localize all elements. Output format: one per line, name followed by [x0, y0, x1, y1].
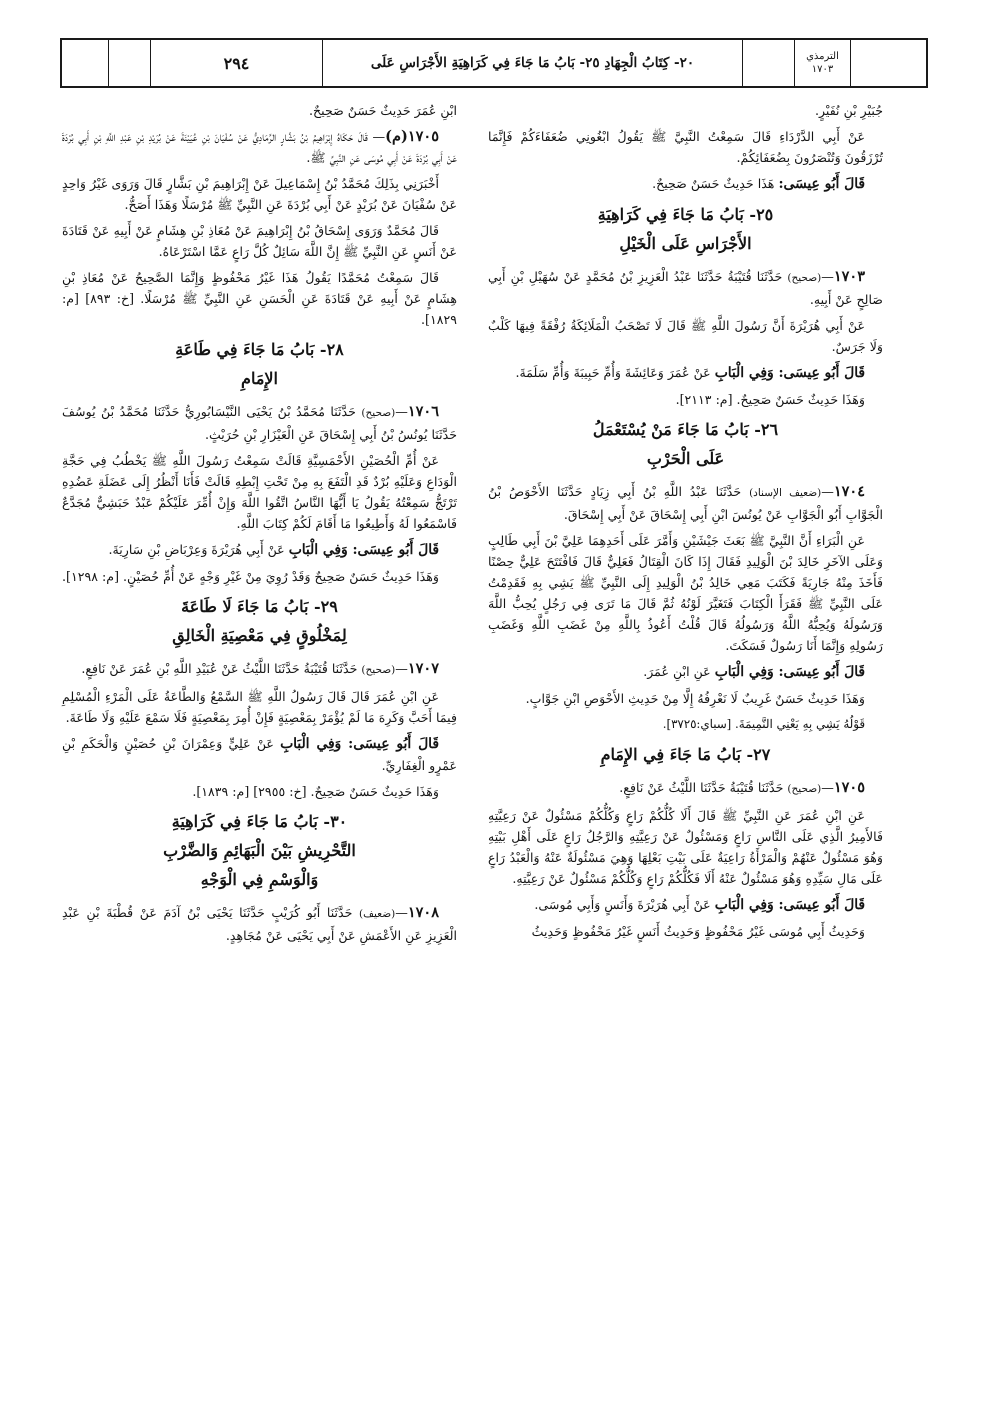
header-empty-cell — [850, 40, 926, 86]
hadith-number: ١٧٠٥ — [833, 779, 865, 796]
abu-isa-comment — [488, 362, 883, 384]
hadith-1705m: ١٧٠٥(م)— قَالَ حَكَاهُ إِبْرَاهِيمُ بْنُ بَشَّارٍ الرَّمَادِيُّ عَنْ سُفْيَانَ بْنِ عُيَيْنَةَ عَنْ بُرَيْدِ بْنِ عَبْدِ اللَّهِ بْنِ أَبِي بُرْدَةَ عَنْ أَبِي بُرْدَةَ عَنْ أَبِي مُوسَى عَنِ النَّبِيِّ ﷺ. — [62, 128, 457, 165]
abu-isa-comment — [488, 661, 883, 683]
abu-isa-said: قَالَ أَبُو عِيسَى: وَفِي الْبَابِ — [714, 664, 865, 680]
hadith-1704: ١٧٠٤—(ضعيف الإسناد) حَدَّثَنَا عَبْدُ اللَّهِ بْنُ أَبِي زِيَادٍ حَدَّثَنَا الأَحْوَصُ بْنُ الْجَوَّابِ أَبُو الْجَوَّابِ عَنْ يُونُسَ ابْنِ أَبِي إِسْحَاقَ عَنْ أَبِي إِسْحَاقَ. — [488, 483, 883, 522]
comment-text: عَنْ عَلِيٍّ وَعِمْرَانَ بْنِ حُصَيْنٍ وَالْحَكَمِ بْنِ عَمْرٍو الْغِفَارِيِّ. — [62, 736, 457, 773]
chapter-heading-line: ٢٥- بَابُ مَا جَاءَ فِي كَرَاهِيَةِ — [597, 205, 774, 224]
hadith-1708: ١٧٠٨—(ضعيف) حَدَّثَنَا أَبُو كُرَيْبٍ حَدَّثَنَا يَحْيَى بْنُ آدَمَ عَنْ قُطْبَةَ بْنِ عَبْدِ الْعَزِيزِ عَنِ الأَعْمَشِ عَنْ أَبِي يَحْيَى عَنْ مُجَاهِدٍ. — [62, 904, 457, 943]
hadith-grade: (صحيح) — [787, 272, 822, 284]
chapter-heading-line: عَلَى الْحَرْبِ — [646, 449, 725, 468]
hadith-number: ١٧٠٧ — [407, 660, 439, 677]
hadith-matn: عَنِ الْبَرَاءِ أَنَّ النَّبِيَّ ﷺ بَعَثَ جَيْشَيْنِ وَأَمَّرَ عَلَى أَحَدِهِمَا عَلِيَّ بْنَ أَبِي طَالِبٍ وَعَلَى الآخَرِ خَالِدَ بْنَ الْوَلِيدِ فَقَالَ إِذَا كَانَ الْقِتَالُ فَعَلِيٌّ قَالَ فَافْتَتَحَ عَلِيٌّ حِصْنًا فَأَخَذَ مِنْهُ جَارِيَةً فَكَتَبَ مَعِي خَالِدُ بْنُ الْوَلِيدِ إِلَى النَّبِيِّ ﷺ يَشِي بِهِ فَقَدِمْتُ عَلَى النَّبِيِّ ﷺ فَقَرَأَ الْكِتَابَ فَتَغَيَّرَ لَوْنُهُ ثُمَّ قَالَ مَا تَرَى فِي رَجُلٍ يُحِبُّ اللَّهَ وَرَسُولَهُ وَيُحِبُّهُ اللَّهُ وَرَسُولُهُ قَالَ قُلْتُ أَعُوذُ بِاللَّهِ مِنْ غَضَبِ اللَّهِ وَغَضَبِ رَسُولِهِ وَإِنَّمَا أَنَا رَسُولٌ فَسَكَتَ. — [488, 533, 883, 653]
abu-isa-comment — [62, 539, 457, 561]
chapter-heading-line: ٢٧- بَابُ مَا جَاءَ فِي الإِمَامِ — [600, 745, 771, 764]
hadith-isnad: حَدَّثَنَا عَبْدُ اللَّهِ بْنُ أَبِي زِيَادٍ حَدَّثَنَا الأَحْوَصُ بْنُ الْجَوَّابِ أَبُو الْجَوَّابِ عَنْ يُونُسَ ابْنِ أَبِي إِسْحَاقَ عَنْ أَبِي إِسْحَاقَ. — [488, 484, 883, 522]
hadith-number: ١٧٠٨ — [407, 904, 439, 921]
paragraph: أَخْبَرَنِي بِذَلِكَ مُحَمَّدُ بْنُ إِسْمَاعِيلَ عَنْ إِبْرَاهِيمَ بْنِ بَشَّارٍ قَالَ وَرَوَى غَيْرُ وَاحِدٍ عَنْ سُفْيَانَ عَنْ بُرَيْدٍ عَنْ أَبِي بُرْدَةَ عَنِ النَّبِيِّ ﷺ مُرْسَلًا وَهَذَا أَصَحُّ. — [62, 176, 457, 212]
hadith-isnad: حَدَّثَنَا مُحَمَّدُ بْنُ يَحْيَى النَّيْسَابُورِيُّ حَدَّثَنَا مُحَمَّدُ بْنُ يُوسُفَ حَدَّثَنَا يُونُسُ بْنُ أَبِي إِسْحَاقَ عَنِ الْعَيْزَارِ بْنِ حُرَيْثٍ. — [62, 404, 457, 442]
hadith-number: ١٧٠٦ — [407, 403, 439, 420]
chapter-heading-line: ٢٩- بَابُ مَا جَاءَ لَا طَاعَةَ — [181, 597, 338, 616]
hadith-1705: ١٧٠٥—(صحيح) حَدَّثَنَا قُتَيْبَةُ حَدَّثَنَا اللَّيْثُ عَنْ نَافِعٍ. — [619, 779, 865, 796]
paragraph: قَالَ سَمِعْتُ مُحَمَّدًا يَقُولُ هَذَا غَيْرُ مَحْفُوظٍ وَإِنَّمَا الصَّحِيحُ عَنْ مُعَاذِ بْنِ هِشَامٍ عَنْ أَبِيهِ عَنْ قَتَادَةَ عَنِ الْحَسَنِ عَنِ النَّبِيِّ ﷺ مُرْسَلًا. [خ: ٨٩٣] [م: ١٨٢٩]. — [62, 270, 457, 327]
paragraph: وَحَدِيثُ أَبِي مُوسَى غَيْرُ مَحْفُوظٍ وَحَدِيثُ أَنَسٍ غَيْرُ مَحْفُوظٍ وَحَدِيثُ — [531, 924, 865, 939]
paragraph: جُبَيْرِ بْنِ نُفَيْرٍ. — [814, 103, 883, 118]
hadith-isnad: حَدَّثَنَا قُتَيْبَةُ حَدَّثَنَا اللَّيْثُ عَنْ نَافِعٍ. — [619, 780, 784, 795]
comment-text: عَنْ عُمَرَ وَعَائِشَةَ وَأُمِّ حَبِيبَةَ وَأُمِّ سَلَمَةَ. — [515, 365, 711, 380]
running-title: ٢٠- كِتَابُ الْجِهَادِ ٢٥- بَابُ مَا جَاءَ فِي كَرَاهِيَةِ الأَجْرَاسِ عَلَى — [322, 40, 742, 86]
hadith-range: ١٧٠٣ — [811, 64, 834, 75]
abu-isa-said: قَالَ أَبُو عِيسَى: وَفِي الْبَابِ — [714, 897, 865, 913]
chapter-heading — [62, 807, 457, 894]
right-column — [488, 100, 883, 947]
paragraph: وَهَذَا حَدِيثٌ حَسَنٌ صَحِيحٌ وَقَدْ رُوِيَ مِنْ غَيْرِ وَجْهٍ عَنْ أُمِّ حُصَيْنٍ. [م: ١٢٩٨]. — [62, 569, 439, 584]
left-column — [62, 100, 457, 951]
chapter-heading-line: الإِمَامِ — [241, 369, 278, 388]
book-label: الترمذي — [806, 51, 839, 62]
hadith-grade: (ضعيف) — [359, 908, 396, 920]
paragraph: وَهَذَا حَدِيثٌ حَسَنٌ غَرِيبٌ لَا نَعْرِفُهُ إِلَّا مِنْ حَدِيثِ الأَحْوَصِ ابْنِ جَوَّابٍ. — [525, 691, 865, 706]
hadith-1703: ١٧٠٣—(صحيح) حَدَّثَنَا قُتَيْبَةُ حَدَّثَنَا عَبْدُ الْعَزِيزِ بْنُ مُحَمَّدٍ عَنْ سُهَيْلِ بْنِ أَبِي صَالِحٍ عَنْ أَبِيهِ. — [488, 268, 883, 307]
hadith-1706: ١٧٠٦—(صحيح) حَدَّثَنَا مُحَمَّدُ بْنُ يَحْيَى النَّيْسَابُورِيُّ حَدَّثَنَا مُحَمَّدُ بْنُ يُوسُفَ حَدَّثَنَا يُونُسُ بْنُ أَبِي إِسْحَاقَ عَنِ الْعَيْزَارِ بْنِ حُرَيْثٍ. — [62, 403, 457, 442]
comment-text: عَنْ أَبِي هُرَيْرَةَ وَعِرْبَاضِ بْنِ سَارِيَةَ. — [108, 542, 285, 557]
header-empty-cell — [108, 40, 150, 86]
chapter-heading-line: ٣٠- بَابُ مَا جَاءَ فِي كَرَاهِيَةِ — [171, 812, 348, 831]
hadith-number: ١٧٠٥(م) — [385, 128, 439, 145]
hadith-matn: عَنِ ابْنِ عُمَرَ عَنِ النَّبِيِّ ﷺ قَالَ أَلَا كُلُّكُمْ رَاعٍ وَكُلُّكُمْ مَسْئُولٌ عَنْ رَعِيَّتِهِ فَالأَمِيرُ الَّذِي عَلَى النَّاسِ رَاعٍ وَمَسْئُولٌ عَنْ رَعِيَّتِهِ وَالرَّجُلُ رَاعٍ عَلَى أَهْلِ بَيْتِهِ وَهُوَ مَسْئُولٌ عَنْهُمْ وَالْمَرْأَةُ رَاعِيَةٌ عَلَى بَيْتِ بَعْلِهَا وَهِيَ مَسْئُولَةٌ عَنْهُ وَالْعَبْدُ رَاعٍ عَلَى مَالِ سَيِّدِهِ وَهُوَ مَسْئُولٌ عَنْهُ أَلَا فَكُلُّكُمْ رَاعٍ وَكُلُّكُمْ مَسْئُولٌ عَنْ رَعِيَّتِهِ. — [488, 808, 883, 886]
paragraph: ابْنِ عُمَرَ حَدِيثٌ حَسَنٌ صَحِيحٌ. — [309, 103, 457, 118]
chapter-heading-line: وَالْوَسْمِ فِي الْوَجْهِ — [200, 870, 319, 889]
header-empty-cell — [742, 40, 794, 86]
hadith-1707: ١٧٠٧—(صحيح) حَدَّثَنَا قُتَيْبَةُ حَدَّثَنَا اللَّيْثُ عَنْ عُبَيْدِ اللَّهِ بْنِ عُمَرَ عَنْ نَافِعٍ. — [81, 660, 439, 677]
paragraph: وَهَذَا حَدِيثٌ حَسَنٌ صَحِيحٌ. [م: ٢١١٣]. — [675, 392, 865, 407]
abu-isa-said: قَالَ أَبُو عِيسَى: وَفِي الْبَابِ — [714, 365, 865, 381]
chapter-heading — [488, 415, 883, 473]
chapter-heading-line: ٢٨- بَابُ مَا جَاءَ فِي طَاعَةِ — [175, 340, 344, 359]
hadith-text: قَالَ حَكَاهُ إِبْرَاهِيمُ بْنُ بَشَّارٍ الرَّمَادِيُّ عَنْ سُفْيَانَ بْنِ عُيَيْنَةَ عَنْ بُرَيْدِ بْنِ عَبْدِ اللَّهِ بْنِ أَبِي بُرْدَةَ عَنْ أَبِي بُرْدَةَ عَنْ أَبِي مُوسَى عَنِ النَّبِيِّ ﷺ. — [62, 129, 457, 165]
chapter-heading-line: لِمَخْلُوقٍ فِي مَعْصِيَةِ الْخَالِقِ — [172, 626, 347, 645]
paragraph: وَهَذَا حَدِيثٌ حَسَنٌ صَحِيحٌ. [خ: ٢٩٥٥] [م: ١٨٣٩]. — [192, 784, 439, 799]
hadith-matn: عَنْ أَبِي هُرَيْرَةَ أَنَّ رَسُولَ اللَّهِ ﷺ قَالَ لَا تَصْحَبُ الْمَلَائِكَةُ رُفْقَةً فِيهَا كَلْبٌ وَلَا جَرَسٌ. — [488, 318, 883, 354]
chapter-heading-line: الأَجْرَاسِ عَلَى الْخَيْلِ — [619, 234, 752, 253]
paragraph: قَالَ مُحَمَّدٌ وَرَوَى إِسْحَاقُ بْنُ إِبْرَاهِيمَ عَنْ مُعَاذِ بْنِ هِشَامٍ عَنْ أَبِيهِ عَنْ قَتَادَةَ عَنْ أَنَسٍ عَنِ النَّبِيِّ ﷺ إِنَّ اللَّهَ سَائِلٌ كُلَّ رَاعٍ عَمَّا اسْتَرْعَاهُ. — [62, 223, 457, 259]
header-book-reference — [794, 40, 850, 86]
header-empty-cell — [62, 40, 108, 86]
abu-isa-said: قَالَ أَبُو عِيسَى: وَفِي الْبَابِ — [280, 736, 439, 752]
chapter-heading-line: ٢٦- بَابُ مَا جَاءَ مَنْ يُسْتَعْمَلُ — [592, 420, 779, 439]
abu-isa-said: قَالَ أَبُو عِيسَى: وَفِي الْبَابِ — [288, 542, 439, 558]
paragraph: عَنْ أَبِي الدَّرْدَاءِ قَالَ سَمِعْتُ النَّبِيَّ ﷺ يَقُولُ ابْغُونِي ضُعَفَاءَكُمْ فَإِنَّمَا تُرْزَقُونَ وَتُنْصَرُونَ بِضُعَفَائِكُمْ. — [488, 129, 883, 165]
chapter-heading — [62, 335, 457, 393]
hadith-grade: (صحيح) — [361, 407, 396, 419]
chapter-heading — [488, 740, 883, 769]
abu-isa-comment — [488, 173, 883, 195]
abu-isa-comment — [488, 894, 883, 916]
hadith-isnad: حَدَّثَنَا قُتَيْبَةُ حَدَّثَنَا اللَّيْثُ عَنْ عُبَيْدِ اللَّهِ بْنِ عُمَرَ عَنْ نَافِعٍ. — [81, 661, 358, 676]
hadith-matn: عَنِ ابْنِ عُمَرَ قَالَ قَالَ رَسُولُ اللَّهِ ﷺ السَّمْعُ وَالطَّاعَةُ عَلَى الْمَرْءِ الْمُسْلِمِ فِيمَا أَحَبَّ وَكَرِهَ مَا لَمْ يُؤْمَرْ بِمَعْصِيَةٍ فَإِنْ أُمِرَ بِمَعْصِيَةٍ فَلَا سَمْعَ عَلَيْهِ وَلَا طَاعَةَ. — [62, 689, 457, 725]
hadith-isnad: حَدَّثَنَا أَبُو كُرَيْبٍ حَدَّثَنَا يَحْيَى بْنُ آدَمَ عَنْ قُطْبَةَ بْنِ عَبْدِ الْعَزِيزِ عَنِ الأَعْمَشِ عَنْ أَبِي يَحْيَى عَنْ مُجَاهِدٍ. — [62, 905, 457, 943]
hadith-grade: (ضعيف الإسناد) — [749, 487, 822, 499]
chapter-heading — [488, 200, 883, 258]
hadith-grade: (صحيح) — [787, 783, 822, 795]
abu-isa-said: قَالَ أَبُو عِيسَى: — [778, 176, 865, 192]
chapter-heading-line: التَّحْرِيشِ بَيْنَ الْبَهَائِمِ وَالضَّرْبِ — [163, 841, 356, 860]
comment-text: عَنْ أَبِي هُرَيْرَةَ وَأَنَسٍ وَأَبِي مُوسَى. — [534, 897, 711, 912]
page-header — [60, 38, 928, 88]
page-number: ٢٩٤ — [150, 40, 322, 86]
hadith-matn: عَنْ أُمِّ الْحُصَيْنِ الأَحْمَسِيَّةِ قَالَتْ سَمِعْتُ رَسُولَ اللَّهِ ﷺ يَخْطُبُ فِي حَجَّةِ الْوَدَاعِ وَعَلَيْهِ بُرْدٌ قَدِ الْتَفَعَ بِهِ مِنْ تَحْتِ إِبْطِهِ قَالَتْ فَأَنَا أَنْظُرُ إِلَى عَضَلَةِ عَضُدِهِ تَرْتَجُّ سَمِعْتُهُ يَقُولُ يَا أَيُّهَا النَّاسُ اتَّقُوا اللَّهَ وَإِنْ أُمِّرَ عَلَيْكُمْ عَبْدٌ حَبَشِيٌّ مُجَدَّعٌ فَاسْمَعُوا لَهُ وَأَطِيعُوا مَا أَقَامَ لَكُمْ كِتَابَ اللَّهِ. — [62, 453, 457, 531]
hadith-number: ١٧٠٣ — [833, 268, 865, 285]
abu-isa-comment — [62, 733, 457, 776]
chapter-heading — [62, 592, 457, 650]
footnote-paragraph: قَوْلُهُ يَشِي بِهِ يَعْنِي النَّمِيمَةَ. [سباي:٣٧٢٥]. — [662, 717, 865, 731]
comment-text: عَنِ ابْنِ عُمَرَ. — [643, 664, 711, 679]
hadith-grade: (صحيح) — [361, 664, 396, 676]
comment-text: هَذَا حَدِيثٌ حَسَنٌ صَحِيحٌ. — [652, 176, 775, 191]
hadith-number: ١٧٠٤ — [833, 483, 865, 500]
hadith-isnad: حَدَّثَنَا قُتَيْبَةُ حَدَّثَنَا عَبْدُ الْعَزِيزِ بْنُ مُحَمَّدٍ عَنْ سُهَيْلِ بْنِ أَبِي صَالِحٍ عَنْ أَبِيهِ. — [488, 269, 883, 307]
